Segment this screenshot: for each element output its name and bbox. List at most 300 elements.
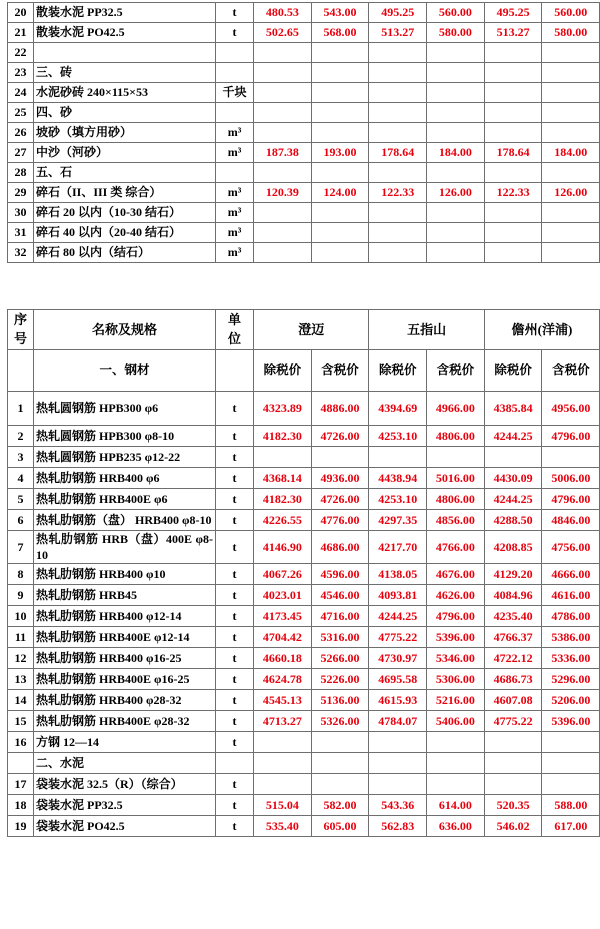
price-cell-inc-2: 614.00 — [427, 795, 485, 816]
price-cell-ex-2: 4775.22 — [369, 627, 427, 648]
item-name-cell: 袋装水泥 PP32.5 — [34, 795, 216, 816]
price-cell-inc-1: 4686.00 — [311, 531, 369, 564]
row-number-cell: 8 — [8, 564, 34, 585]
price-cell-inc-3: 4786.00 — [542, 606, 600, 627]
price-cell-inc-1: 4726.00 — [311, 426, 369, 447]
row-number-cell: 32 — [8, 243, 34, 263]
price-cell-inc-3: 580.00 — [542, 23, 600, 43]
unit-cell: t — [216, 648, 254, 669]
row-number-cell: 14 — [8, 690, 34, 711]
header-price-ex-1: 除税价 — [254, 350, 312, 392]
table-row — [8, 627, 600, 648]
unit-cell: t — [216, 711, 254, 732]
header-price-ex-3: 除税价 — [484, 350, 542, 392]
price-cell-ex-3: 4430.09 — [484, 468, 542, 489]
price-cell-inc-2 — [427, 63, 485, 83]
table-row — [8, 23, 600, 43]
price-cell-ex-1: 502.65 — [254, 23, 312, 43]
price-cell-inc-3: 4956.00 — [542, 392, 600, 426]
price-cell-ex-1: 4660.18 — [254, 648, 312, 669]
price-cell-inc-1 — [311, 123, 369, 143]
unit-cell: t — [216, 510, 254, 531]
price-cell-ex-3 — [484, 123, 542, 143]
price-cell-inc-2 — [427, 83, 485, 103]
row-number-cell: 5 — [8, 489, 34, 510]
price-cell-inc-3: 4756.00 — [542, 531, 600, 564]
unit-cell: t — [216, 795, 254, 816]
unit-cell: t — [216, 426, 254, 447]
row-number-cell: 3 — [8, 447, 34, 468]
item-name-cell: 方钢 12—14 — [34, 732, 216, 753]
unit-cell: t — [216, 585, 254, 606]
price-cell-inc-3: 5206.00 — [542, 690, 600, 711]
unit-cell: t — [216, 489, 254, 510]
table-row — [8, 103, 600, 123]
price-cell-inc-3: 184.00 — [542, 143, 600, 163]
price-cell-inc-2: 4626.00 — [427, 585, 485, 606]
row-number-cell: 13 — [8, 669, 34, 690]
price-cell-ex-2: 122.33 — [369, 183, 427, 203]
price-cell-ex-3: 546.02 — [484, 816, 542, 837]
header-city-chengmai: 澄迈 — [254, 310, 369, 350]
price-cell-ex-2 — [369, 732, 427, 753]
price-cell-ex-3 — [484, 223, 542, 243]
table-row — [8, 183, 600, 203]
price-cell-ex-3: 4244.25 — [484, 426, 542, 447]
price-cell-ex-2: 543.36 — [369, 795, 427, 816]
price-cell-ex-3: 4288.50 — [484, 510, 542, 531]
item-name-cell: 四、砂 — [34, 103, 216, 123]
price-cell-ex-2 — [369, 43, 427, 63]
item-name-cell: 水泥砂砖 240×115×53 — [34, 83, 216, 103]
price-cell-inc-2 — [427, 774, 485, 795]
price-cell-ex-1 — [254, 43, 312, 63]
unit-cell: t — [216, 392, 254, 426]
price-cell-inc-3: 588.00 — [542, 795, 600, 816]
price-cell-ex-3: 4244.25 — [484, 489, 542, 510]
price-cell-inc-3 — [542, 753, 600, 774]
item-name-cell: 散装水泥 PP32.5 — [34, 3, 216, 23]
price-cell-inc-2 — [427, 203, 485, 223]
price-cell-inc-3: 560.00 — [542, 3, 600, 23]
unit-cell: 千块 — [216, 83, 254, 103]
price-cell-ex-3 — [484, 732, 542, 753]
price-cell-ex-1 — [254, 243, 312, 263]
table-row — [8, 3, 600, 23]
header-unit — [216, 310, 254, 350]
price-cell-ex-3 — [484, 63, 542, 83]
row-number-cell: 19 — [8, 816, 34, 837]
unit-cell: m³ — [216, 203, 254, 223]
unit-cell — [216, 163, 254, 183]
price-cell-ex-1 — [254, 63, 312, 83]
price-cell-inc-2: 184.00 — [427, 143, 485, 163]
table-row — [8, 606, 600, 627]
row-number-cell: 21 — [8, 23, 34, 43]
price-cell-inc-3 — [542, 83, 600, 103]
main-table-header — [8, 310, 600, 392]
section-steel-label: 一、钢材 — [34, 350, 216, 392]
row-number-cell: 9 — [8, 585, 34, 606]
item-name-cell: 碎石（II、III 类 综合） — [34, 183, 216, 203]
row-number-cell: 12 — [8, 648, 34, 669]
item-name-cell: 坡砂（填方用砂） — [34, 123, 216, 143]
row-number-cell: 28 — [8, 163, 34, 183]
price-cell-inc-3 — [542, 243, 600, 263]
price-cell-inc-1 — [311, 753, 369, 774]
price-cell-ex-1 — [254, 203, 312, 223]
price-cell-ex-3: 4129.20 — [484, 564, 542, 585]
price-cell-inc-2 — [427, 43, 485, 63]
price-cell-inc-2 — [427, 103, 485, 123]
price-cell-inc-1 — [311, 63, 369, 83]
price-cell-inc-1: 4936.00 — [311, 468, 369, 489]
price-cell-ex-2: 513.27 — [369, 23, 427, 43]
price-cell-inc-3: 4666.00 — [542, 564, 600, 585]
price-cell-ex-1: 4226.55 — [254, 510, 312, 531]
price-cell-ex-2 — [369, 223, 427, 243]
unit-cell — [216, 43, 254, 63]
table-row — [8, 426, 600, 447]
price-cell-inc-1: 543.00 — [311, 3, 369, 23]
table-row — [8, 564, 600, 585]
price-cell-ex-2: 4253.10 — [369, 489, 427, 510]
item-name-cell: 热轧肋钢筋 HRB400 φ10 — [34, 564, 216, 585]
price-cell-ex-3: 4775.22 — [484, 711, 542, 732]
price-cell-inc-1: 5266.00 — [311, 648, 369, 669]
price-cell-inc-1 — [311, 447, 369, 468]
table-row — [8, 732, 600, 753]
item-name-cell: 热轧肋钢筋（盘） HRB400 φ8-10 — [34, 510, 216, 531]
price-cell-ex-1 — [254, 123, 312, 143]
unit-cell: m³ — [216, 123, 254, 143]
price-cell-ex-2: 4217.70 — [369, 531, 427, 564]
price-cell-inc-2: 126.00 — [427, 183, 485, 203]
row-number-cell: 2 — [8, 426, 34, 447]
price-cell-inc-1: 4886.00 — [311, 392, 369, 426]
price-cell-inc-1: 4716.00 — [311, 606, 369, 627]
price-cell-ex-2: 4244.25 — [369, 606, 427, 627]
price-cell-inc-1 — [311, 43, 369, 63]
item-name-cell: 热轧肋钢筋 HRB400E φ16-25 — [34, 669, 216, 690]
item-name-cell: 热轧圆钢筋 HPB300 φ8-10 — [34, 426, 216, 447]
price-cell-ex-3: 178.64 — [484, 143, 542, 163]
price-cell-ex-3 — [484, 163, 542, 183]
price-cell-inc-1 — [311, 203, 369, 223]
table-row — [8, 223, 600, 243]
price-cell-inc-2: 4806.00 — [427, 426, 485, 447]
price-cell-inc-1 — [311, 774, 369, 795]
price-cell-inc-3: 5396.00 — [542, 711, 600, 732]
price-cell-ex-3: 4722.12 — [484, 648, 542, 669]
item-name-cell: 碎石 80 以内（结石） — [34, 243, 216, 263]
materials-table-main — [7, 309, 600, 837]
unit-cell: t — [216, 627, 254, 648]
row-number-cell: 17 — [8, 774, 34, 795]
price-cell-inc-3 — [542, 63, 600, 83]
price-cell-ex-2: 4730.97 — [369, 648, 427, 669]
row-number-cell: 22 — [8, 43, 34, 63]
price-cell-inc-3: 126.00 — [542, 183, 600, 203]
price-cell-inc-1 — [311, 243, 369, 263]
table-row — [8, 669, 600, 690]
item-name-cell: 二、水泥 — [34, 753, 216, 774]
price-cell-ex-3 — [484, 43, 542, 63]
row-number-cell: 6 — [8, 510, 34, 531]
price-cell-inc-2 — [427, 447, 485, 468]
price-cell-inc-2: 560.00 — [427, 3, 485, 23]
price-cell-inc-2 — [427, 223, 485, 243]
price-cell-inc-2: 5396.00 — [427, 627, 485, 648]
price-cell-ex-2: 4615.93 — [369, 690, 427, 711]
row-number-cell: 25 — [8, 103, 34, 123]
price-cell-inc-1: 124.00 — [311, 183, 369, 203]
price-cell-ex-3 — [484, 203, 542, 223]
price-cell-ex-2: 495.25 — [369, 3, 427, 23]
unit-cell: t — [216, 468, 254, 489]
price-cell-inc-2 — [427, 123, 485, 143]
price-cell-ex-1 — [254, 83, 312, 103]
row-number-cell: 23 — [8, 63, 34, 83]
header-price-inc-1: 含税价 — [311, 350, 369, 392]
price-cell-ex-2: 4093.81 — [369, 585, 427, 606]
header-name: 名称及规格 — [34, 310, 216, 350]
unit-cell: m³ — [216, 223, 254, 243]
price-cell-inc-2: 5306.00 — [427, 669, 485, 690]
table-gap — [0, 263, 600, 309]
price-cell-inc-2 — [427, 732, 485, 753]
item-name-cell: 碎石 20 以内（10-30 结石） — [34, 203, 216, 223]
item-name-cell: 热轧肋钢筋 HRB45 — [34, 585, 216, 606]
item-name-cell: 中沙（河砂） — [34, 143, 216, 163]
price-cell-inc-3: 5386.00 — [542, 627, 600, 648]
price-cell-inc-1: 4546.00 — [311, 585, 369, 606]
unit-cell: t — [216, 447, 254, 468]
row-number-cell: 16 — [8, 732, 34, 753]
price-cell-inc-3: 617.00 — [542, 816, 600, 837]
price-cell-inc-2: 4676.00 — [427, 564, 485, 585]
price-cell-inc-1 — [311, 163, 369, 183]
price-cell-ex-3: 520.35 — [484, 795, 542, 816]
price-cell-ex-1: 4713.27 — [254, 711, 312, 732]
row-number-cell: 24 — [8, 83, 34, 103]
unit-cell: t — [216, 690, 254, 711]
price-cell-ex-2 — [369, 753, 427, 774]
price-cell-ex-2 — [369, 163, 427, 183]
row-number-cell: 31 — [8, 223, 34, 243]
price-cell-inc-3: 4616.00 — [542, 585, 600, 606]
price-cell-ex-1: 187.38 — [254, 143, 312, 163]
table-row — [8, 447, 600, 468]
price-cell-ex-2: 4438.94 — [369, 468, 427, 489]
price-cell-ex-2 — [369, 103, 427, 123]
price-cell-ex-2: 4253.10 — [369, 426, 427, 447]
row-number-cell: 20 — [8, 3, 34, 23]
price-cell-ex-1: 4368.14 — [254, 468, 312, 489]
price-cell-ex-1: 4323.89 — [254, 392, 312, 426]
row-number-cell: 10 — [8, 606, 34, 627]
price-cell-inc-2: 4806.00 — [427, 489, 485, 510]
price-cell-ex-1 — [254, 753, 312, 774]
item-name-cell: 散装水泥 PO42.5 — [34, 23, 216, 43]
price-cell-ex-3 — [484, 243, 542, 263]
row-number-cell: 1 — [8, 392, 34, 426]
price-cell-inc-2: 5406.00 — [427, 711, 485, 732]
table-row — [8, 243, 600, 263]
item-name-cell: 热轧肋钢筋 HRB400 φ16-25 — [34, 648, 216, 669]
header-price-ex-2: 除税价 — [369, 350, 427, 392]
price-cell-inc-1: 5316.00 — [311, 627, 369, 648]
row-number-cell: 11 — [8, 627, 34, 648]
price-cell-ex-2 — [369, 63, 427, 83]
price-cell-ex-1 — [254, 103, 312, 123]
materials-table-top-body — [8, 3, 600, 263]
price-cell-ex-3: 4686.73 — [484, 669, 542, 690]
header-price-inc-2: 含税价 — [427, 350, 485, 392]
unit-cell: t — [216, 732, 254, 753]
price-cell-ex-3: 4385.84 — [484, 392, 542, 426]
table-row — [8, 143, 600, 163]
price-cell-ex-3 — [484, 774, 542, 795]
item-name-cell — [34, 43, 216, 63]
price-cell-ex-2 — [369, 123, 427, 143]
price-cell-inc-1: 5136.00 — [311, 690, 369, 711]
price-cell-inc-1 — [311, 83, 369, 103]
price-cell-inc-3 — [542, 203, 600, 223]
header-row-sub — [8, 350, 600, 392]
price-cell-inc-2 — [427, 243, 485, 263]
item-name-cell: 热轧肋钢筋 HRB400 φ12-14 — [34, 606, 216, 627]
row-number-cell — [8, 753, 34, 774]
price-cell-inc-1: 605.00 — [311, 816, 369, 837]
price-cell-inc-3: 5336.00 — [542, 648, 600, 669]
price-cell-ex-2 — [369, 83, 427, 103]
item-name-cell: 三、砖 — [34, 63, 216, 83]
price-cell-inc-3 — [542, 43, 600, 63]
item-name-cell: 袋装水泥 PO42.5 — [34, 816, 216, 837]
price-cell-inc-3 — [542, 163, 600, 183]
table-row — [8, 510, 600, 531]
item-name-cell: 热轧肋钢筋 HRB400E φ12-14 — [34, 627, 216, 648]
price-cell-ex-1 — [254, 732, 312, 753]
price-cell-ex-1: 4624.78 — [254, 669, 312, 690]
table-row — [8, 468, 600, 489]
price-cell-ex-3: 4766.37 — [484, 627, 542, 648]
table-row — [8, 531, 600, 564]
price-cell-inc-1: 4776.00 — [311, 510, 369, 531]
price-cell-ex-1 — [254, 447, 312, 468]
price-cell-inc-3 — [542, 447, 600, 468]
table-row — [8, 753, 600, 774]
price-cell-ex-3: 4235.40 — [484, 606, 542, 627]
price-cell-inc-1 — [311, 103, 369, 123]
price-cell-ex-2: 562.83 — [369, 816, 427, 837]
row-number-cell: 29 — [8, 183, 34, 203]
price-cell-inc-1: 5326.00 — [311, 711, 369, 732]
price-cell-ex-1: 480.53 — [254, 3, 312, 23]
unit-cell: t — [216, 23, 254, 43]
header-seq — [8, 310, 34, 350]
price-cell-inc-1: 193.00 — [311, 143, 369, 163]
price-cell-ex-3 — [484, 753, 542, 774]
table-row — [8, 690, 600, 711]
unit-cell: t — [216, 564, 254, 585]
price-cell-ex-3 — [484, 447, 542, 468]
unit-cell: m³ — [216, 143, 254, 163]
table-row — [8, 648, 600, 669]
price-cell-inc-2 — [427, 163, 485, 183]
price-cell-ex-2: 4784.07 — [369, 711, 427, 732]
table-row — [8, 203, 600, 223]
price-cell-inc-2: 4856.00 — [427, 510, 485, 531]
item-name-cell: 热轧肋钢筋 HRB400E φ28-32 — [34, 711, 216, 732]
item-name-cell: 热轧肋钢筋 HRB400E φ6 — [34, 489, 216, 510]
table-row — [8, 795, 600, 816]
price-cell-inc-2: 580.00 — [427, 23, 485, 43]
price-cell-ex-1: 4182.30 — [254, 489, 312, 510]
header-empty-unit — [216, 350, 254, 392]
price-cell-inc-3: 4796.00 — [542, 489, 600, 510]
item-name-cell: 热轧肋钢筋 HRB400 φ28-32 — [34, 690, 216, 711]
price-cell-ex-3: 4208.85 — [484, 531, 542, 564]
price-cell-ex-2 — [369, 774, 427, 795]
unit-cell: t — [216, 531, 254, 564]
price-cell-ex-3: 122.33 — [484, 183, 542, 203]
table-row — [8, 83, 600, 103]
unit-cell — [216, 753, 254, 774]
header-empty-seq — [8, 350, 34, 392]
price-cell-ex-1 — [254, 163, 312, 183]
table-row — [8, 711, 600, 732]
price-cell-ex-1: 4704.42 — [254, 627, 312, 648]
item-name-cell: 袋装水泥 32.5（R）（综合） — [34, 774, 216, 795]
price-cell-inc-2: 5346.00 — [427, 648, 485, 669]
price-cell-inc-1: 5226.00 — [311, 669, 369, 690]
price-cell-inc-2: 5216.00 — [427, 690, 485, 711]
price-cell-ex-1: 4182.30 — [254, 426, 312, 447]
price-cell-ex-2 — [369, 447, 427, 468]
price-cell-ex-2: 4138.05 — [369, 564, 427, 585]
price-cell-inc-3: 4796.00 — [542, 426, 600, 447]
price-cell-ex-1 — [254, 774, 312, 795]
table-row — [8, 43, 600, 63]
price-cell-inc-3 — [542, 103, 600, 123]
price-cell-inc-3 — [542, 774, 600, 795]
price-cell-inc-3 — [542, 732, 600, 753]
unit-cell — [216, 63, 254, 83]
table-row — [8, 392, 600, 426]
table-row — [8, 163, 600, 183]
price-cell-inc-1: 4596.00 — [311, 564, 369, 585]
table-row — [8, 816, 600, 837]
item-name-cell: 热轧肋钢筋 HRB（盘）400E φ8-10 — [34, 531, 216, 564]
header-row-groups — [8, 310, 600, 350]
unit-cell: m³ — [216, 183, 254, 203]
table-row — [8, 489, 600, 510]
price-cell-ex-1: 535.40 — [254, 816, 312, 837]
price-cell-inc-3: 5006.00 — [542, 468, 600, 489]
price-cell-ex-1: 4173.45 — [254, 606, 312, 627]
row-number-cell: 27 — [8, 143, 34, 163]
table-row — [8, 63, 600, 83]
price-cell-ex-2: 4394.69 — [369, 392, 427, 426]
price-cell-ex-3 — [484, 83, 542, 103]
unit-cell: t — [216, 774, 254, 795]
unit-cell: t — [216, 606, 254, 627]
materials-table-top — [7, 2, 600, 263]
price-cell-ex-1: 120.39 — [254, 183, 312, 203]
row-number-cell: 4 — [8, 468, 34, 489]
